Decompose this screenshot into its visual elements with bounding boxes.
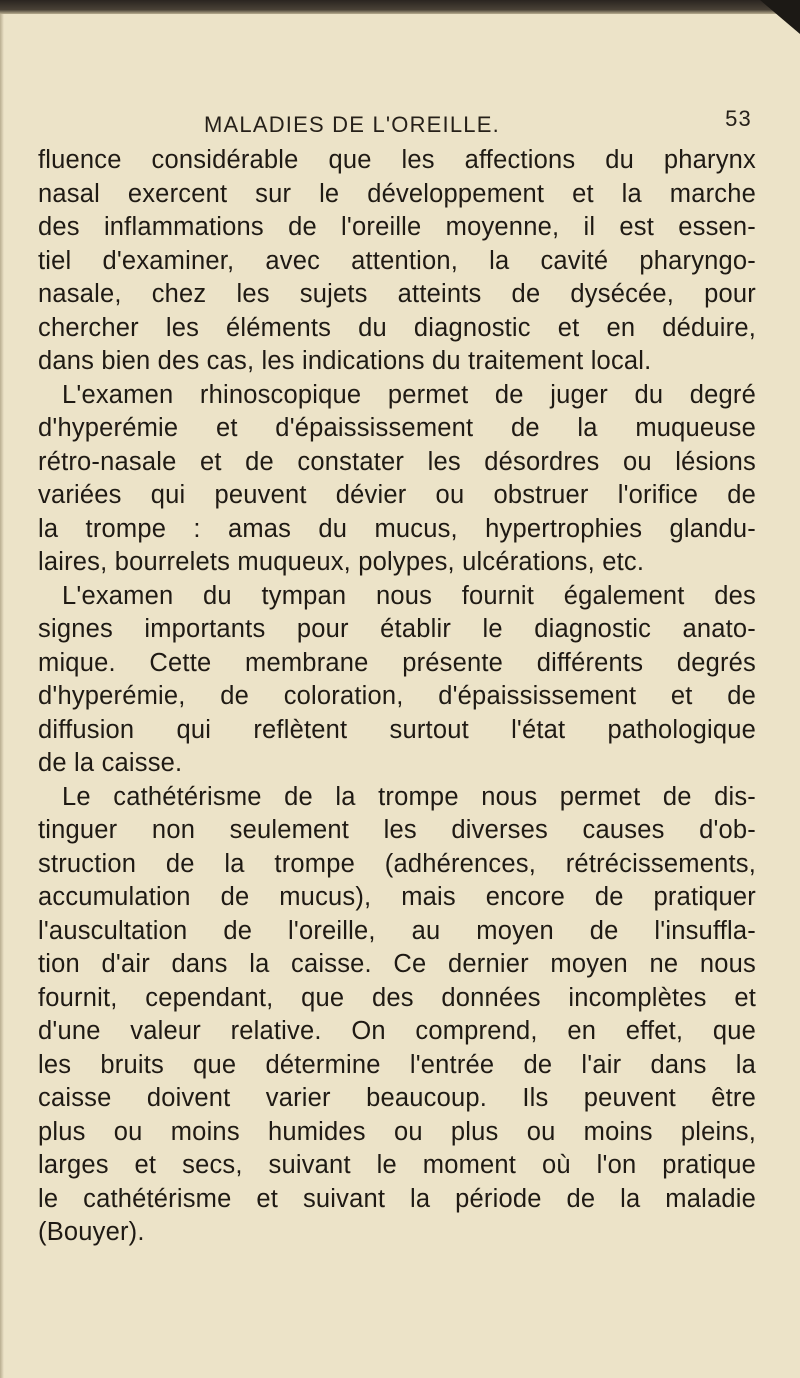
text-line: le cathétérisme et suivant la période de la maladie (38, 1184, 756, 1213)
text-line: nasal exercent sur le développement et la marche (38, 179, 756, 208)
text-line: fluence considérable que les affections du pharynx (38, 146, 756, 174)
book-page (38, 104, 756, 1250)
text-line: diffusion qui reflètent surtout l'état pathologique (38, 715, 756, 744)
page-left-edge (0, 14, 4, 1378)
text-line: accumulation de mucus), mais encore de pratiquer (38, 883, 756, 911)
text-line: mique. Cette membrane présente différents degrés (38, 648, 756, 677)
paragraph-rhinoscopy (38, 379, 756, 580)
text-line: d'une valeur relative. On comprend, en effet, que (38, 1017, 756, 1045)
running-title: MALADIES DE L'OREILLE. (204, 112, 500, 137)
text-line: dans bien des cas, les indications du traitement local. (38, 347, 652, 375)
body-text (38, 144, 756, 1250)
page-number: 53 (725, 106, 752, 131)
text-line: struction de la trompe (adhérences, rétrécissements, (38, 849, 756, 878)
text-line: variées qui peuvent dévier ou obstruer l'orifice de (38, 481, 756, 509)
text-line: (Bouyer). (38, 1218, 145, 1246)
paragraph-catheterism (38, 781, 756, 1250)
text-line: chercher les éléments du diagnostic et en déduire, (38, 313, 756, 342)
text-line: Le cathétérisme de la trompe nous permet de dis- (62, 782, 756, 811)
text-line: larges et secs, suivant le moment où l'on pratique (38, 1151, 756, 1179)
text-line: caisse doivent varier beaucoup. Ils peuvent être (38, 1084, 756, 1112)
text-line: L'examen rhinoscopique permet de juger du degré (62, 380, 756, 409)
running-head (38, 104, 756, 140)
text-line: des inflammations de l'oreille moyenne, il est essen- (38, 213, 756, 241)
text-line: laires, bourrelets muqueux, polypes, ulcérations, etc. (38, 548, 645, 576)
text-line: tion d'air dans la caisse. Ce dernier moyen ne nous (38, 950, 756, 978)
text-line: tiel d'examiner, avec attention, la cavité pharyngo- (38, 246, 756, 275)
page-top-shadow (0, 0, 800, 14)
paragraph-tympanum (38, 580, 756, 781)
text-line: d'hyperémie et d'épaississement de la muqueuse (38, 414, 756, 442)
text-line: fournit, cependant, que des données incomplètes et (38, 983, 756, 1012)
text-line: rétro-nasale et de constater les désordres ou lésions (38, 447, 756, 476)
text-line: L'examen du tympan nous fournit également des (62, 581, 756, 610)
text-line: la trompe : amas du mucus, hypertrophies glandu- (38, 514, 756, 543)
text-line: l'auscultation de l'oreille, au moyen de l'insuffla- (38, 916, 756, 945)
text-line: les bruits que détermine l'entrée de l'air dans la (38, 1050, 756, 1079)
paragraph-pharynx-influence (38, 144, 756, 379)
text-line: tinguer non seulement les diverses causes d'ob- (38, 816, 756, 844)
text-line: signes importants pour établir le diagnostic anato- (38, 615, 756, 643)
text-line: d'hyperémie, de coloration, d'épaississement et de (38, 682, 756, 710)
text-line: plus ou moins humides ou plus ou moins pleins, (38, 1117, 756, 1146)
text-line: de la caisse. (38, 749, 183, 777)
text-line: nasale, chez les sujets atteints de dysécée, pour (38, 280, 756, 308)
page-corner-shadow (760, 0, 800, 34)
